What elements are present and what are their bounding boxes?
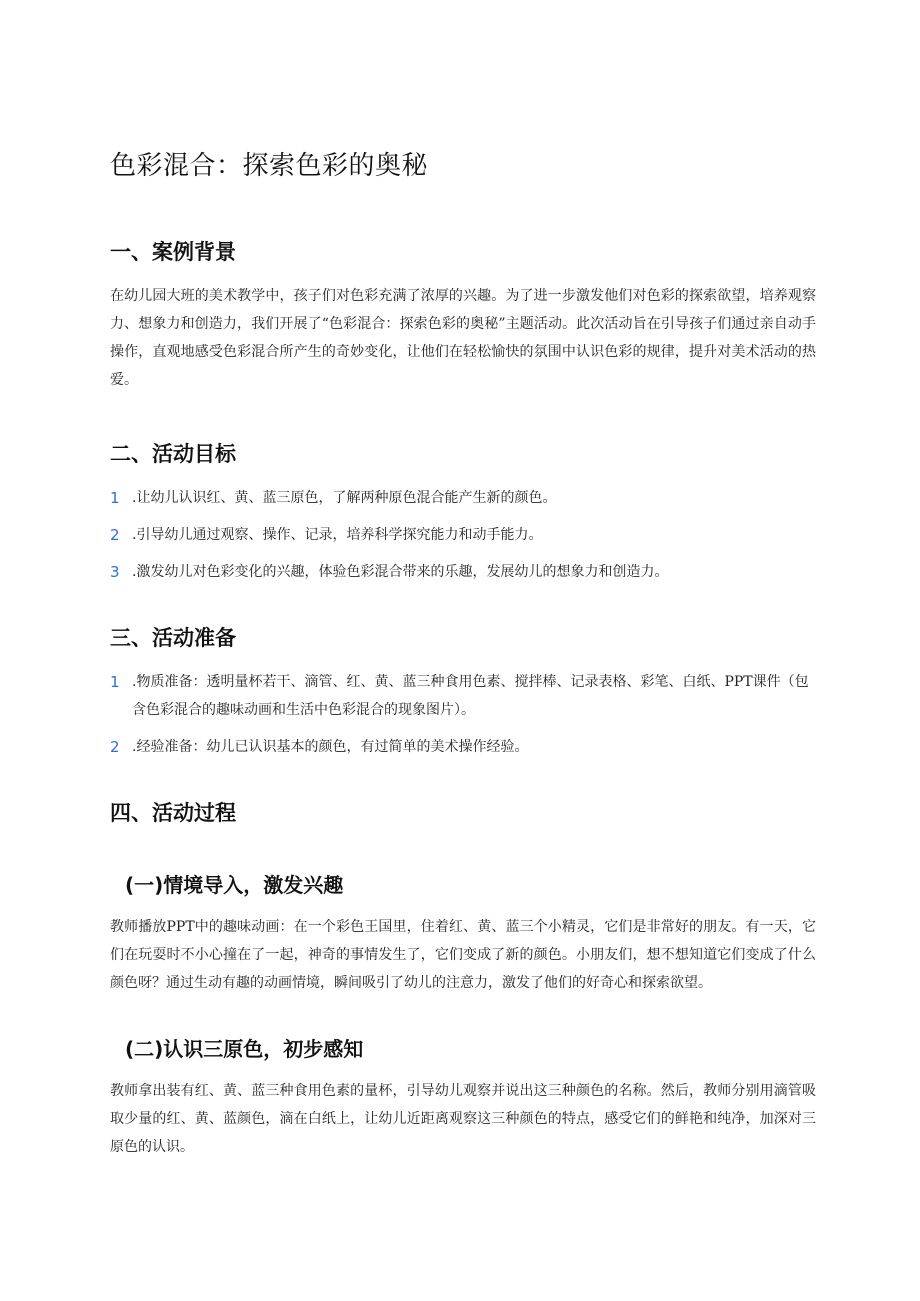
subsection-heading: (一)情境导入，激发兴趣 xyxy=(125,873,344,897)
section-heading: 一、案例背景 xyxy=(110,240,236,264)
document-page xyxy=(110,146,816,1197)
list-item xyxy=(110,558,816,586)
list-number: 2 xyxy=(110,738,120,756)
list-text: .让幼儿认识红、黄、蓝三原色，了解两种原色混合能产生新的颜色。 xyxy=(132,490,557,506)
subsection-paragraph: 教师拿出装有红、黄、蓝三种食用色素的量杯，引导幼儿观察并说出这三种颜色的名称。然后，教师分别用滴管吸取少量的红、黄、蓝颜色，滴在白纸上，让幼儿近距离观察这三种颜色的特点，感受它们的鲜艳和纯净，加深对三原色的认识。 xyxy=(110,1083,816,1155)
list-number: 3 xyxy=(110,563,120,581)
section-process xyxy=(110,797,816,1161)
preparation-list xyxy=(110,668,816,761)
list-item xyxy=(110,521,816,549)
list-item xyxy=(110,484,816,512)
list-number: 2 xyxy=(110,526,120,544)
section-goals xyxy=(110,438,816,586)
subsection-primary-colors xyxy=(110,1033,816,1161)
section-preparation xyxy=(110,622,816,761)
section-heading: 二、活动目标 xyxy=(110,442,236,466)
list-number: 1 xyxy=(110,489,120,507)
document-title: 色彩混合：探索色彩的奥秘 xyxy=(110,151,429,181)
goals-list xyxy=(110,484,816,586)
subsection-paragraph: 教师播放PPT中的趣味动画：在一个彩色王国里，住着红、黄、蓝三个小精灵，它们是非常好的朋友。有一天，它们在玩耍时不小心撞在了一起，神奇的事情发生了，它们变成了新的颜色。小朋友们，想不想知道它们变成了什么颜色呀？通过生动有趣的动画情境，瞬间吸引了幼儿的注意力，激发了他们的好奇心和探索欲望。 xyxy=(110,919,816,991)
list-number: 1 xyxy=(110,673,120,691)
section-heading: 三、活动准备 xyxy=(110,626,236,650)
list-item xyxy=(110,668,816,724)
section-heading: 四、活动过程 xyxy=(110,801,236,825)
list-text: .经验准备：幼儿已认识基本的颜色，有过简单的美术操作经验。 xyxy=(132,739,529,755)
subsection-heading: (二)认识三原色，初步感知 xyxy=(125,1037,364,1061)
subsection-introduction xyxy=(110,869,816,997)
list-text: .引导幼儿通过观察、操作、记录，培养科学探究能力和动手能力。 xyxy=(132,527,543,543)
list-item xyxy=(110,733,816,761)
list-text: .激发幼儿对色彩变化的兴趣，体验色彩混合带来的乐趣，发展幼儿的想象力和创造力。 xyxy=(132,564,669,580)
section-paragraph: 在幼儿园大班的美术教学中，孩子们对色彩充满了浓厚的兴趣。为了进一步激发他们对色彩的探索欲望，培养观察力、想象力和创造力，我们开展了“色彩混合：探索色彩的奥秘”主题活动。此次活动旨在引导孩子们通过亲自动手操作，直观地感受色彩混合所产生的奇妙变化，让他们在轻松愉快的氛围中认识色彩的规律，提升对美术活动的热爱。 xyxy=(110,288,816,388)
section-background xyxy=(110,236,816,394)
list-text: .物质准备：透明量杯若干、滴管、红、黄、蓝三种食用色素、搅拌棒、记录表格、彩笔、白纸、PPT课件（包含色彩混合的趣味动画和生活中色彩混合的现象图片）。 xyxy=(132,674,809,718)
